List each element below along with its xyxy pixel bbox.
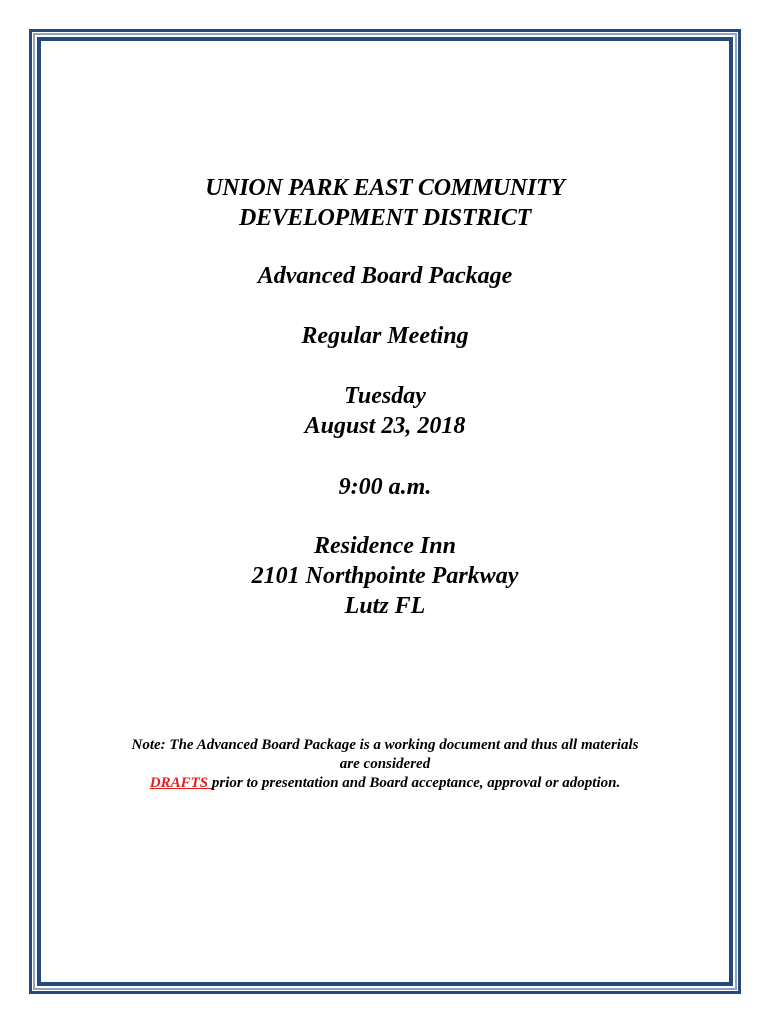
drafts-emphasis: DRAFTS [149,775,212,791]
cover-page [41,41,729,982]
note-line-3-rest: prior to presentation and Board acceptance, approval or adoption. [211,775,621,791]
note-line-1: Note: The Advanced Board Package is a working document and thus all materials [131,737,639,753]
venue-name: Residence Inn [313,533,456,559]
meeting-time: 9:00 a.m. [338,474,432,500]
note-line-2: are considered [339,756,431,772]
note-line-3 [41,774,729,793]
package-subtitle: Advanced Board Package [257,263,513,289]
title-line-2: DEVELOPMENT DISTRICT [238,205,532,231]
venue-street: 2101 Northpointe Parkway [251,563,519,589]
meeting-date: August 23, 2018 [304,413,466,439]
meeting-day: Tuesday [344,383,426,409]
title-line-1: UNION PARK EAST COMMUNITY [205,175,565,201]
venue-city: Lutz FL [344,593,426,619]
draft-note [41,736,729,793]
document-title [41,173,729,233]
meeting-type: Regular Meeting [301,323,469,349]
